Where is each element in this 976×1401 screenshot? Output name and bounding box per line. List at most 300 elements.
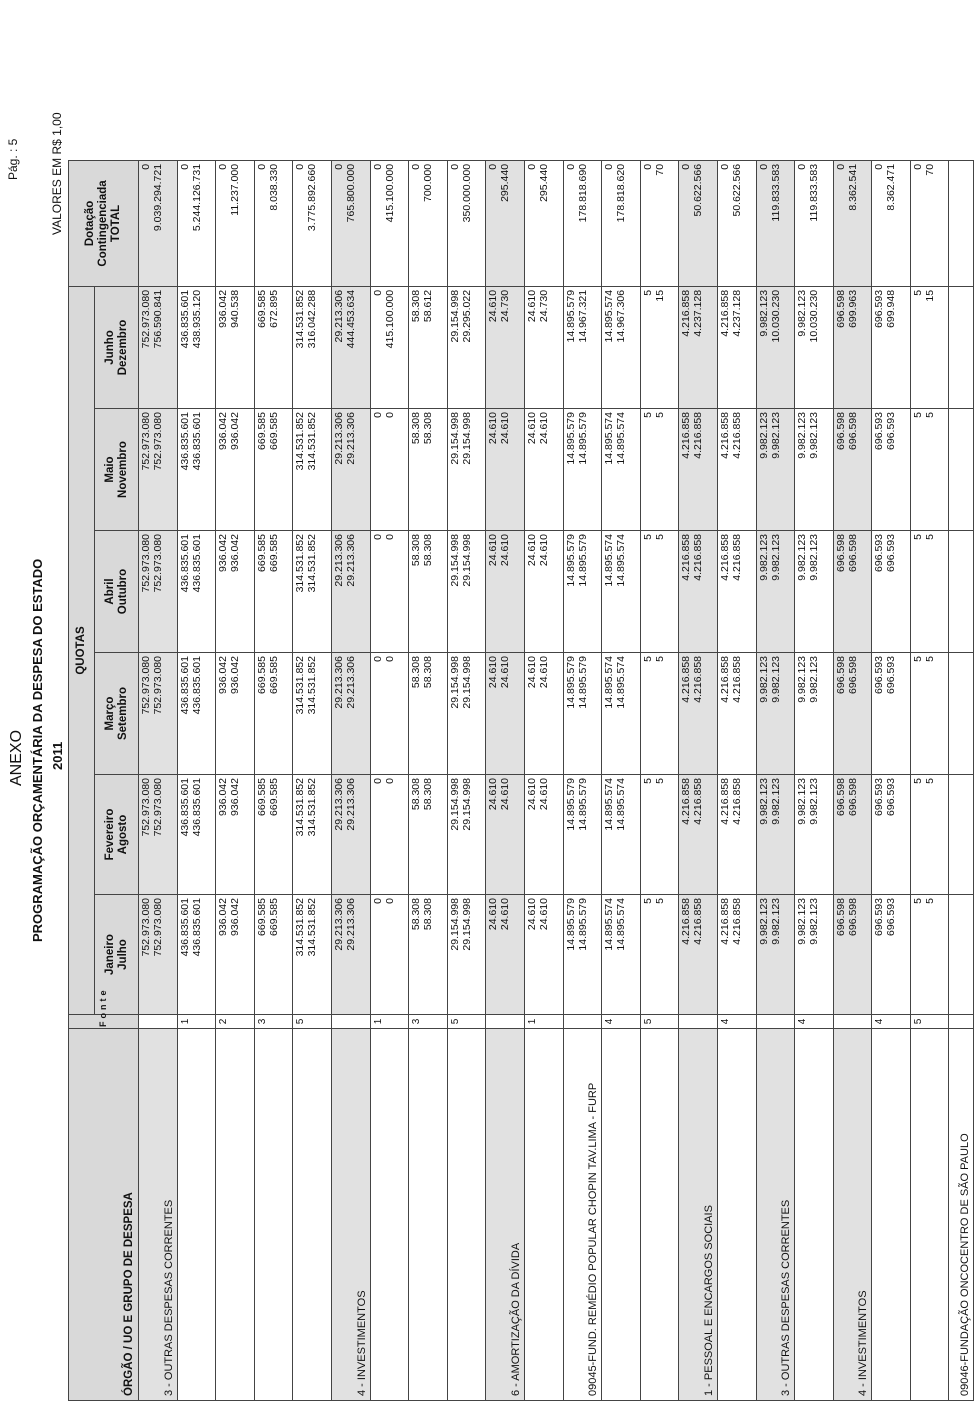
value-line: 669.585 [255, 289, 268, 328]
fonte-cell: 4 [717, 1015, 756, 1029]
value-cell [872, 653, 911, 775]
table-row [370, 160, 409, 1400]
fonte-cell: 2 [216, 1015, 255, 1029]
value-line: 438.935.120 [190, 289, 203, 349]
value-line: 14.895.574 [603, 412, 616, 465]
value-line: 29.154.998 [448, 412, 461, 465]
value-line: 4.216.858 [730, 534, 743, 581]
value-line: 58.308 [422, 412, 435, 445]
value-cell [872, 409, 911, 531]
fonte-cell [833, 1015, 872, 1029]
value-cell [756, 409, 795, 531]
value-line: 0 [332, 163, 345, 170]
table-row [910, 160, 949, 1400]
value-cell [949, 895, 974, 1015]
group-label [795, 1029, 834, 1401]
value-line: 24.610 [499, 656, 512, 689]
value-cell [795, 160, 834, 286]
value-line: 24.610 [525, 534, 538, 567]
value-line: 5 [911, 656, 924, 662]
value-line: 0 [383, 412, 396, 418]
value-cell [409, 286, 448, 408]
value-line: 0 [603, 163, 616, 170]
value-line: 0 [564, 163, 577, 170]
value-line: 70 [653, 163, 666, 176]
value-cell [524, 531, 563, 653]
value-line: 8.038.330 [267, 163, 280, 211]
value-line: 9.982.123 [769, 898, 782, 945]
value-cell [602, 409, 641, 531]
group-label [370, 1029, 409, 1401]
value-line: 58.308 [410, 412, 423, 445]
value-line: 5.244.126.731 [190, 163, 203, 232]
table-row [602, 160, 641, 1400]
value-cell [679, 775, 718, 895]
group-label [524, 1029, 563, 1401]
value-line: 29.213.306 [332, 898, 345, 951]
group-label [216, 1029, 255, 1401]
group-label [640, 1029, 679, 1401]
value-cell [717, 286, 756, 408]
value-cell [795, 775, 834, 895]
value-line: 314.531.852 [306, 534, 319, 593]
value-line: 436.835.601 [190, 778, 203, 837]
value-line: 14.895.574 [603, 898, 616, 951]
value-line: 0 [255, 163, 268, 170]
value-cell [409, 775, 448, 895]
value-line: 29.154.998 [460, 778, 473, 831]
value-cell [409, 409, 448, 531]
value-line: 696.598 [846, 778, 859, 816]
group-label [602, 1029, 641, 1401]
value-line: 436.835.601 [178, 534, 191, 593]
value-line: 0 [680, 163, 693, 170]
value-line: 14.895.574 [615, 898, 628, 951]
value-line: 696.593 [873, 898, 886, 936]
budget-table-sheet [68, 161, 974, 1401]
value-line: 58.308 [410, 656, 423, 689]
value-line: 14.895.579 [576, 656, 589, 709]
value-cell [177, 160, 216, 286]
value-line: 24.610 [525, 656, 538, 689]
value-cell [640, 160, 679, 286]
value-line: 24.610 [487, 412, 500, 445]
fonte-cell: 4 [602, 1015, 641, 1029]
value-cell [756, 895, 795, 1015]
value-line: 9.982.123 [757, 534, 770, 581]
value-line: 696.598 [846, 656, 859, 694]
value-line: 5 [911, 534, 924, 540]
value-line: 669.585 [255, 898, 268, 936]
value-cell [872, 286, 911, 408]
value-line: 415.100.000 [383, 163, 396, 223]
value-cell [409, 531, 448, 653]
month-label: Outubro [116, 568, 129, 615]
value-cell [717, 409, 756, 531]
value-line: 4.216.858 [680, 534, 693, 581]
value-line: 4.216.858 [718, 656, 731, 703]
value-line: 0 [796, 163, 809, 170]
value-cell [486, 286, 525, 408]
value-cell [910, 895, 949, 1015]
value-line: 669.585 [255, 778, 268, 816]
value-line: 316.042.288 [306, 289, 319, 349]
value-line: 9.982.123 [796, 898, 809, 945]
value-line: 58.308 [410, 289, 423, 323]
value-line: 5 [641, 898, 654, 904]
value-cell [331, 775, 370, 895]
group-label [177, 1029, 216, 1401]
value-cell [756, 160, 795, 286]
value-cell [177, 409, 216, 531]
value-cell [409, 653, 448, 775]
fonte-cell [563, 1015, 602, 1029]
value-line: 29.154.998 [448, 289, 461, 343]
value-line: 58.308 [410, 898, 423, 931]
value-cell [524, 160, 563, 286]
value-cell [139, 775, 178, 895]
fonte-cell: 5 [640, 1015, 679, 1029]
value-line: 314.531.852 [294, 534, 307, 593]
table-row [254, 160, 293, 1400]
value-line: 5 [911, 289, 924, 296]
value-line: 936.042 [229, 898, 242, 936]
fonte-cell: 3 [254, 1015, 293, 1029]
fonte-cell: 5 [293, 1015, 332, 1029]
value-cell [177, 653, 216, 775]
value-line: 9.982.123 [796, 778, 809, 825]
value-line: 0 [383, 656, 396, 662]
value-line: 15 [653, 289, 666, 302]
value-line: 936.042 [217, 778, 230, 816]
value-line: 4.216.858 [680, 778, 693, 825]
value-cell [795, 286, 834, 408]
value-line: 295.440 [537, 163, 550, 202]
value-line: 14.895.574 [615, 412, 628, 465]
value-line: 0 [834, 163, 847, 170]
value-cell [486, 775, 525, 895]
value-cell [139, 653, 178, 775]
fonte-cell [486, 1015, 525, 1029]
value-cell [370, 895, 409, 1015]
fonte-cell: 1 [524, 1015, 563, 1029]
value-line: 5 [641, 534, 654, 540]
value-cell [447, 653, 486, 775]
value-line: 696.593 [873, 289, 886, 328]
value-cell [949, 409, 974, 531]
group-label: 1 - PESSOAL E ENCARGOS SOCIAIS [679, 1029, 718, 1401]
value-line: 24.610 [537, 898, 550, 931]
value-line: 752.973.080 [140, 412, 152, 471]
total-label: TOTAL [110, 204, 122, 243]
value-cell [949, 775, 974, 895]
value-line: 3.775.892.660 [306, 163, 319, 232]
value-line: 4.237.128 [692, 289, 705, 337]
value-cell [486, 160, 525, 286]
value-cell [949, 531, 974, 653]
table-row [640, 160, 679, 1400]
value-cell [872, 775, 911, 895]
value-line: 436.835.601 [178, 412, 191, 471]
table-row [524, 160, 563, 1400]
value-cell [795, 895, 834, 1015]
value-line: 4.237.128 [730, 289, 743, 337]
value-cell [833, 531, 872, 653]
value-cell [293, 160, 332, 286]
value-line: 8.362.471 [885, 163, 898, 211]
group-label: 09046-FUNDAÇÃO ONCOCENTRO DE SÃO PAULO [949, 1029, 974, 1401]
value-cell [756, 775, 795, 895]
value-cell [447, 531, 486, 653]
group-label: 09045-FUND. REMÉDIO POPULAR CHOPIN TAV.LIMA - FURP [563, 1029, 602, 1401]
value-cell [679, 409, 718, 531]
value-cell [139, 531, 178, 653]
value-line: 4.216.858 [692, 898, 705, 945]
value-line: 50.622.566 [692, 163, 705, 217]
value-cell [756, 653, 795, 775]
value-line: 5 [641, 778, 654, 784]
value-cell [910, 286, 949, 408]
value-cell [370, 160, 409, 286]
value-cell [717, 653, 756, 775]
value-line: 752.973.080 [152, 534, 164, 593]
value-cell [139, 895, 178, 1015]
value-line: 24.610 [499, 534, 512, 567]
value-line: 11.237.000 [229, 163, 242, 216]
value-line: 4.216.858 [680, 289, 693, 337]
value-line: 314.531.852 [294, 898, 307, 957]
value-line: 29.213.306 [332, 534, 345, 587]
value-line: 9.982.123 [796, 656, 809, 703]
value-cell [216, 531, 255, 653]
value-cell [872, 531, 911, 653]
value-line: 4.216.858 [692, 412, 705, 459]
value-cell [602, 531, 641, 653]
table-row [795, 160, 834, 1400]
table-row [679, 160, 718, 1400]
value-line: 29.154.998 [448, 778, 461, 831]
value-line: 24.610 [525, 289, 538, 323]
table-row [756, 160, 795, 1400]
value-line: 940.538 [229, 289, 242, 328]
value-line: 436.835.601 [178, 778, 191, 837]
value-line: 29.213.306 [332, 778, 345, 831]
value-cell [563, 286, 602, 408]
value-line: 14.895.579 [564, 898, 577, 951]
value-cell [293, 531, 332, 653]
value-line: 444.453.634 [344, 289, 357, 349]
value-cell [717, 531, 756, 653]
value-cell [833, 409, 872, 531]
value-cell [254, 895, 293, 1015]
group-label [717, 1029, 756, 1401]
value-line: 696.598 [834, 898, 847, 936]
value-line: 5 [653, 898, 666, 904]
value-line: 29.213.306 [344, 898, 357, 951]
value-line: 436.835.601 [178, 656, 191, 715]
table-row [447, 160, 486, 1400]
value-line: 178.818.620 [615, 163, 628, 223]
value-line: 5 [653, 412, 666, 418]
group-label [409, 1029, 448, 1401]
value-line: 0 [371, 656, 384, 662]
value-cell [563, 531, 602, 653]
value-cell [293, 895, 332, 1015]
value-line: 295.440 [499, 163, 512, 202]
value-line: 936.042 [229, 534, 242, 572]
fonte-cell: 4 [795, 1015, 834, 1029]
value-line: 314.531.852 [306, 898, 319, 957]
value-line: 24.610 [487, 289, 500, 323]
value-line: 752.973.080 [152, 898, 164, 957]
value-line: 9.982.123 [808, 656, 821, 703]
value-line: 29.154.998 [460, 412, 473, 465]
value-cell [254, 160, 293, 286]
value-line: 415.100.000 [383, 289, 396, 349]
value-line: 699.963 [846, 289, 859, 328]
value-line: 119.833.583 [769, 163, 782, 222]
value-cell [293, 286, 332, 408]
value-line: 936.042 [217, 534, 230, 572]
fonte-cell: 5 [447, 1015, 486, 1029]
value-cell [640, 409, 679, 531]
value-line: 314.531.852 [294, 289, 307, 349]
value-cell [717, 775, 756, 895]
value-line: 0 [217, 163, 230, 170]
value-line: 9.982.123 [796, 534, 809, 581]
value-cell [447, 409, 486, 531]
value-cell [833, 895, 872, 1015]
value-line: 14.895.574 [603, 656, 616, 709]
value-cell [717, 895, 756, 1015]
value-cell [216, 775, 255, 895]
value-line: 58.308 [410, 534, 423, 567]
value-line: 9.982.123 [769, 412, 782, 459]
value-line: 29.213.306 [332, 412, 345, 465]
value-line: 5 [923, 898, 936, 904]
month-label: Maio [103, 456, 116, 483]
value-cell [563, 653, 602, 775]
value-line: 672.895 [267, 289, 280, 328]
value-line: 314.531.852 [306, 412, 319, 471]
value-line: 5 [923, 778, 936, 784]
value-cell [872, 160, 911, 286]
value-cell [795, 653, 834, 775]
value-line: 24.610 [487, 778, 500, 811]
value-cell [795, 409, 834, 531]
fonte-cell [679, 1015, 718, 1029]
fonte-cell [949, 1015, 974, 1029]
value-line: 4.216.858 [730, 656, 743, 703]
value-cell [524, 409, 563, 531]
value-line: 14.895.574 [603, 778, 616, 831]
value-line: 0 [383, 534, 396, 540]
value-line: 5 [911, 412, 924, 418]
value-line: 669.585 [267, 656, 280, 694]
value-cell [640, 531, 679, 653]
value-line: 9.982.123 [808, 898, 821, 945]
value-line: 29.154.998 [460, 898, 473, 951]
value-line: 936.042 [217, 412, 230, 450]
dotacao-label: Dotação Contingenciada [84, 180, 109, 267]
units-label: VALORES EM R$ 1,00 [50, 112, 64, 235]
group-label: 3 - OUTRAS DESPESAS CORRENTES [139, 1029, 178, 1401]
value-cell [254, 286, 293, 408]
value-line: 314.531.852 [294, 778, 307, 837]
value-cell [524, 653, 563, 775]
value-line: 696.593 [873, 534, 886, 572]
budget-table [68, 160, 974, 1401]
value-line: 9.982.123 [796, 412, 809, 459]
value-line: 4.216.858 [730, 778, 743, 825]
value-line: 0 [911, 163, 924, 170]
value-line: 669.585 [255, 656, 268, 694]
value-line: 24.730 [537, 289, 550, 323]
value-line: 24.610 [525, 412, 538, 445]
month-header [95, 531, 139, 653]
value-cell [756, 286, 795, 408]
value-line: 696.598 [846, 534, 859, 572]
value-cell [447, 895, 486, 1015]
value-cell [640, 286, 679, 408]
value-cell [602, 286, 641, 408]
value-line: 436.835.601 [190, 534, 203, 593]
value-line: 58.308 [410, 778, 423, 811]
value-line: 696.593 [873, 656, 886, 694]
value-line: 700.000 [422, 163, 435, 202]
value-cell [177, 286, 216, 408]
value-line: 696.593 [873, 412, 886, 450]
value-line: 669.585 [267, 898, 280, 936]
month-label: Setembro [116, 686, 129, 741]
month-header [95, 775, 139, 895]
fonte-cell [331, 1015, 370, 1029]
value-cell [563, 160, 602, 286]
value-line: 29.213.306 [332, 289, 345, 343]
value-line: 10.030.230 [769, 289, 782, 343]
value-cell [370, 775, 409, 895]
month-label: Fevereiro [103, 808, 116, 861]
value-line: 0 [294, 163, 307, 170]
value-line: 696.593 [873, 778, 886, 816]
value-line: 696.593 [885, 534, 898, 572]
value-line: 58.308 [422, 656, 435, 689]
value-line: 0 [525, 163, 538, 170]
value-line: 14.967.321 [576, 289, 589, 343]
value-line: 24.610 [487, 534, 500, 567]
value-cell [254, 531, 293, 653]
value-cell [293, 653, 332, 775]
value-line: 4.216.858 [680, 656, 693, 703]
value-line: 29.154.998 [448, 534, 461, 587]
value-cell [910, 531, 949, 653]
group-label [910, 1029, 949, 1401]
value-line: 58.308 [422, 778, 435, 811]
value-cell [370, 653, 409, 775]
month-label: Junho [103, 330, 116, 365]
value-line: 669.585 [267, 778, 280, 816]
value-cell [602, 895, 641, 1015]
value-line: 29.213.306 [332, 656, 345, 709]
value-cell [254, 653, 293, 775]
value-line: 696.598 [846, 898, 859, 936]
value-line: 936.042 [229, 778, 242, 816]
value-line: 5 [923, 656, 936, 662]
value-line: 4.216.858 [680, 412, 693, 459]
value-line: 350.000.000 [460, 163, 473, 223]
value-cell [640, 653, 679, 775]
value-cell [524, 775, 563, 895]
